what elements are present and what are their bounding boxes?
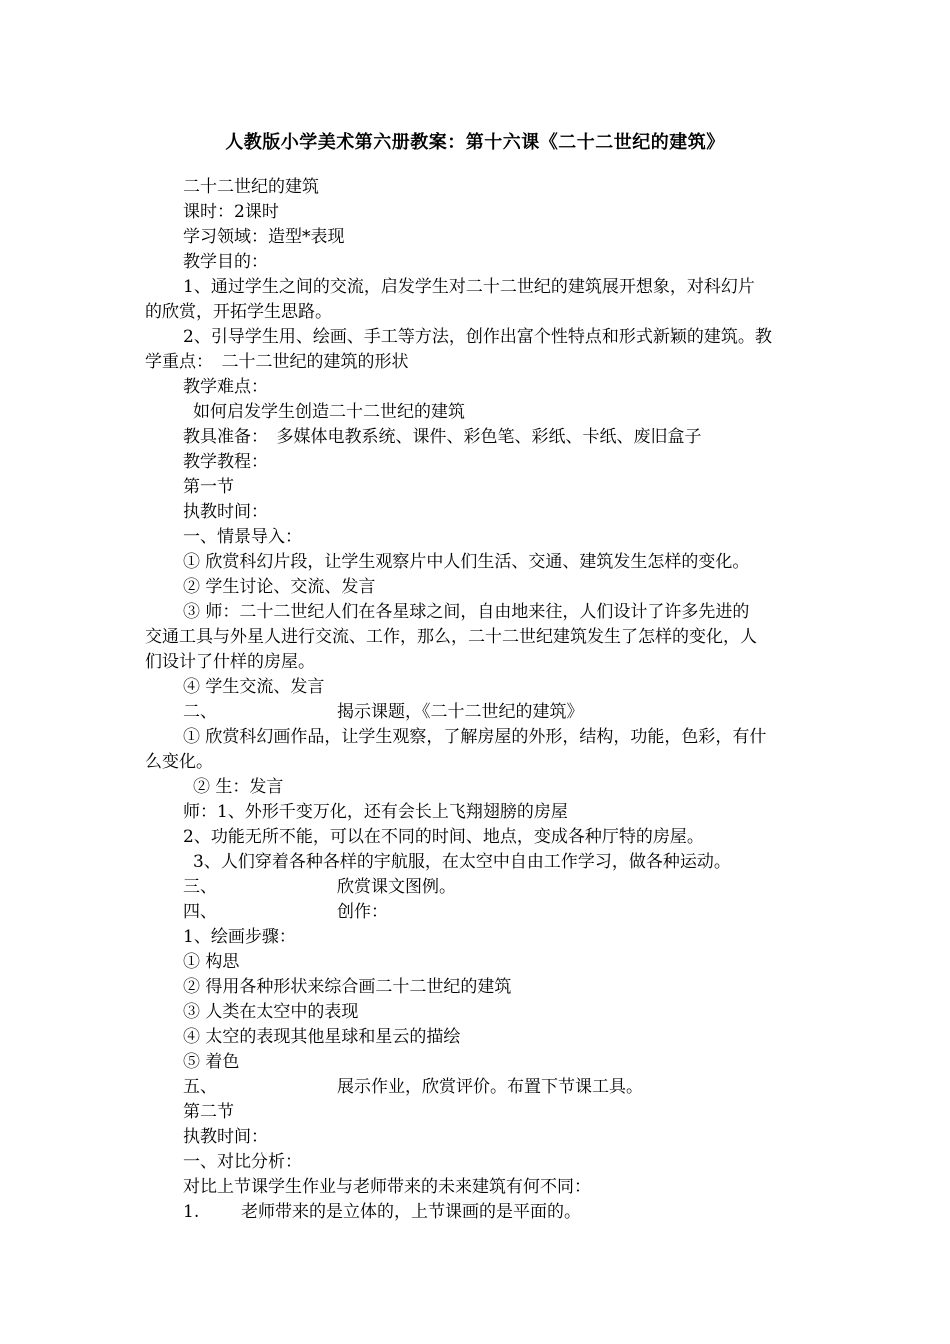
text-line: ④ 太空的表现其他星球和星云的描绘 <box>183 1027 461 1047</box>
section-text: 创作： <box>337 902 388 922</box>
text-line: 们设计了什样的房屋。 <box>145 652 315 672</box>
text-line: 2、引导学生用、绘画、手工等方法，创作出富个性特点和形式新颖的建筑。教 <box>183 327 772 347</box>
text-line: 2、功能无所不能，可以在不同的时间、地点，变成各种厅特的房屋。 <box>183 827 704 847</box>
text-line: ① 欣赏科幻画作品，让学生观察，了解房屋的外形，结构，功能，色彩，有什 <box>183 727 767 747</box>
section-number: 五、 <box>183 1077 217 1097</box>
text-line: 学习领域：造型*表现 <box>183 227 345 247</box>
text-line: 课时：2课时 <box>183 202 279 222</box>
section-text: 展示作业，欣赏评价。布置下节课工具。 <box>337 1077 643 1097</box>
text-line: 交通工具与外星人进行交流、工作，那么，二十二世纪建筑发生了怎样的变化，人 <box>145 627 757 647</box>
list-number: 1. <box>183 1202 200 1222</box>
section-number: 三、 <box>183 877 217 897</box>
section-number: 四、 <box>183 902 217 922</box>
text-line: 3、人们穿着各种各样的宇航服，在太空中自由工作学习，做各种运动。 <box>193 852 731 872</box>
section-number: 二、 <box>183 702 217 722</box>
section-text: 揭示课题，《二十二世纪的建筑》 <box>337 702 584 722</box>
text-line: 1、绘画步骤： <box>183 927 296 947</box>
document-title: 人教版小学美术第六册教案：第十六课《二十二世纪的建筑》 <box>225 132 725 153</box>
text-line: 的欣赏，开拓学生思路。 <box>145 302 332 322</box>
text-line: ① 构思 <box>183 952 240 972</box>
text-line: ④ 学生交流、发言 <box>183 677 325 697</box>
text-line: 第一节 <box>183 477 234 497</box>
text-line: 教具准备： 多媒体电教系统、课件、彩色笔、彩纸、卡纸、废旧盒子 <box>183 427 702 447</box>
text-line: 教学目的： <box>183 252 268 272</box>
text-line: 学重点： 二十二世纪的建筑的形状 <box>145 352 409 372</box>
text-line: 师：1、外形千变万化，还有会长上飞翔翅膀的房屋 <box>183 802 568 822</box>
text-line: 执教时间： <box>183 1127 268 1147</box>
text-line: ② 生：发言 <box>193 777 284 797</box>
text-line: 一、情景导入： <box>183 527 302 547</box>
section-text: 欣赏课文图例。 <box>337 877 456 897</box>
text-line: ② 学生讨论、交流、发言 <box>183 577 376 597</box>
text-line: 第二节 <box>183 1102 234 1122</box>
text-line: 教学难点： <box>183 377 268 397</box>
text-line: 么变化。 <box>145 752 213 772</box>
text-line: 执教时间： <box>183 502 268 522</box>
text-line: ③ 师：二十二世纪人们在各星球之间，自由地来往，人们设计了许多先进的 <box>183 602 750 622</box>
text-line: 对比上节课学生作业与老师带来的未来建筑有何不同： <box>183 1177 591 1197</box>
text-line: ⑤ 着色 <box>183 1052 240 1072</box>
text-line: 如何启发学生创造二十二世纪的建筑 <box>193 402 465 422</box>
list-text: 老师带来的是立体的，上节课画的是平面的。 <box>241 1202 581 1222</box>
text-line: ① 欣赏科幻片段，让学生观察片中人们生活、交通、建筑发生怎样的变化。 <box>183 552 750 572</box>
text-line: 教学教程： <box>183 452 268 472</box>
text-line: 一、对比分析： <box>183 1152 302 1172</box>
text-line: 1、通过学生之间的交流，启发学生对二十二世纪的建筑展开想象，对科幻片 <box>183 277 755 297</box>
text-line: 二十二世纪的建筑 <box>183 177 319 197</box>
text-line: ② 得用各种形状来综合画二十二世纪的建筑 <box>183 977 512 997</box>
text-line: ③ 人类在太空中的表现 <box>183 1002 359 1022</box>
